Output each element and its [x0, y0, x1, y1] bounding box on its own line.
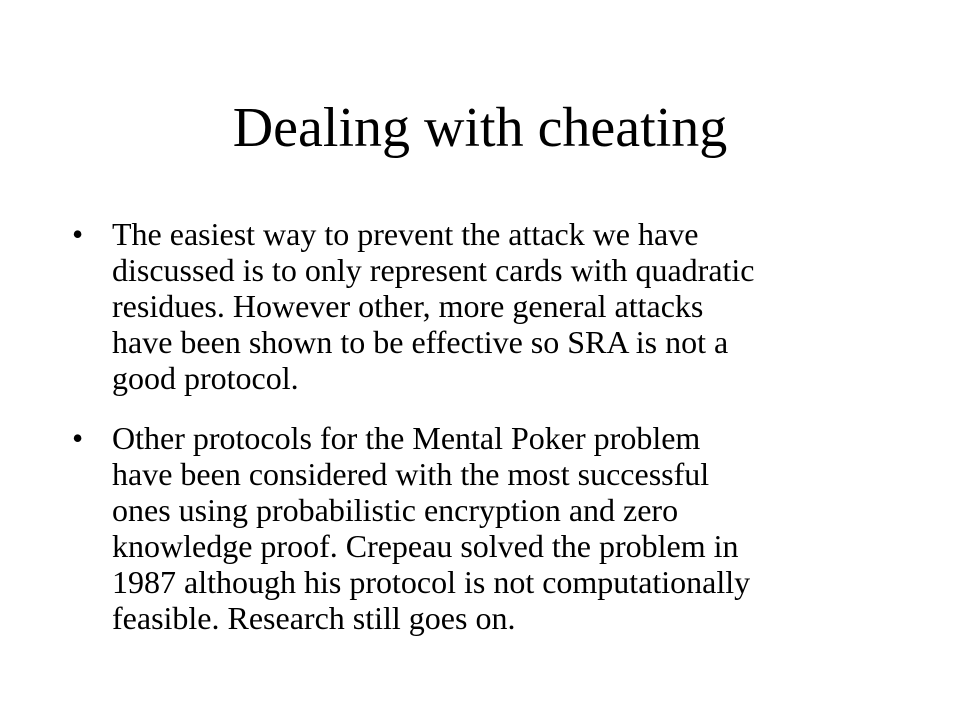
slide-title: Dealing with cheating [232, 97, 728, 159]
bullet-text-line: have been shown to be effective so SRA is not a [112, 324, 729, 360]
bullet-marker: • [72, 216, 84, 252]
bullet-marker: • [72, 420, 84, 456]
bullet-text-line: discussed is to only represent cards with quadratic [112, 252, 755, 288]
bullet-text-line: 1987 although his protocol is not computationally [112, 564, 751, 600]
bullet-text-line: residues. However other, more general attacks [112, 288, 704, 324]
bullet-list [72, 216, 872, 660]
bullet-text-line: Other protocols for the Mental Poker problem [112, 420, 701, 456]
bullet-item [72, 216, 872, 396]
bullet-text-line: feasible. Research still goes on. [112, 600, 516, 636]
bullet-text-line: The easiest way to prevent the attack we have [112, 216, 699, 252]
bullet-text-line: knowledge proof. Crepeau solved the problem in [112, 528, 739, 564]
bullet-item [72, 420, 872, 636]
bullet-text-line: ones using probabilistic encryption and zero [112, 492, 679, 528]
bullet-text-line: good protocol. [112, 360, 299, 396]
bullet-text-line: have been considered with the most successful [112, 456, 710, 492]
